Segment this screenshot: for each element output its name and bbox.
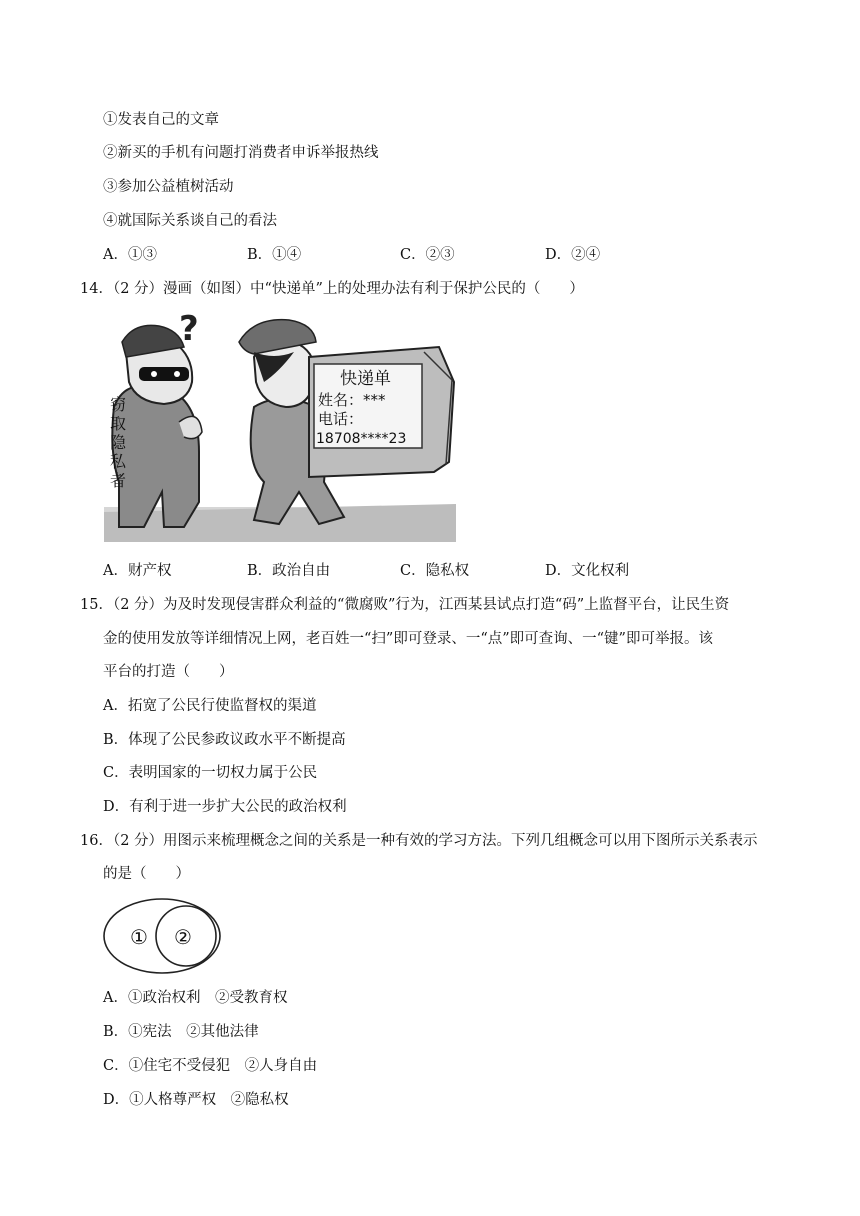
q13-item-3: ③参加公益植树活动 bbox=[103, 179, 234, 195]
slip-phone-label: 电话： bbox=[318, 410, 364, 428]
q14-option-b: B．政治自由 bbox=[247, 563, 331, 579]
slip-phone: 18708****23 bbox=[316, 431, 407, 447]
q16-option-d: D．①人格尊严权 ②隐私权 bbox=[103, 1092, 289, 1108]
q14-option-c: C．隐私权 bbox=[400, 563, 470, 579]
thief-label-5: 者 bbox=[110, 471, 127, 490]
q13-option-b: B．①④ bbox=[247, 247, 302, 263]
q14-option-a: A．财产权 bbox=[103, 563, 172, 579]
q16-stem-line-1: 16．（2 分）用图示来梳理概念之间的关系是一种有效的学习方法。下列几组概念可以用下图所示关系表示 bbox=[80, 833, 758, 849]
inner-concept-label: ② bbox=[174, 925, 192, 949]
q13-item-2: ②新买的手机有问题打消费者申诉举报热线 bbox=[103, 145, 379, 161]
thief-label-1: 窃 bbox=[110, 395, 127, 414]
concept-venn-diagram bbox=[102, 896, 224, 976]
q16-option-c: C．①住宅不受侵犯 ②人身自由 bbox=[103, 1058, 318, 1074]
q14-stem: 14．（2 分）漫画（如图）中“快递单”上的处理办法有利于保护公民的（ ） bbox=[80, 281, 584, 297]
q16-option-b: B．①宪法 ②其他法律 bbox=[103, 1024, 259, 1040]
q13-option-d: D．②④ bbox=[545, 247, 601, 263]
q13-item-4: ④就国际关系谈自己的看法 bbox=[103, 213, 277, 229]
q15-option-c: C．表明国家的一切权力属于公民 bbox=[103, 765, 318, 781]
q16-stem-line-2: 的是（ ） bbox=[103, 866, 190, 882]
q16-option-a: A．①政治权利 ②受教育权 bbox=[103, 990, 288, 1006]
slip-title: 快递单 bbox=[340, 369, 391, 389]
q13-item-1: ①发表自己的文章 bbox=[103, 112, 219, 128]
q15-stem-line-3: 平台的打造（ ） bbox=[103, 664, 234, 680]
q13-option-c: C．②③ bbox=[400, 247, 455, 263]
question-mark: ? bbox=[179, 312, 199, 349]
thief-label-3: 隐 bbox=[110, 433, 127, 452]
q15-option-d: D．有利于进一步扩大公民的政治权利 bbox=[103, 799, 347, 815]
q14-option-d: D．文化权利 bbox=[545, 563, 630, 579]
thief-label-4: 私 bbox=[110, 452, 127, 471]
q13-option-a: A．①③ bbox=[103, 247, 157, 263]
q15-option-b: B．体现了公民参政议政水平不断提高 bbox=[103, 732, 346, 748]
thief-label-2: 取 bbox=[110, 414, 127, 433]
q15-option-a: A．拓宽了公民行使监督权的渠道 bbox=[103, 698, 317, 714]
q15-stem-line-2: 金的使用发放等详细情况上网，老百姓一“扫”即可登录、一“点”即可查询、一“键”即可举报。该 bbox=[103, 631, 713, 647]
slip-name: 姓名：*** bbox=[318, 391, 386, 409]
q15-stem-line-1: 15．（2 分）为及时发现侵害群众利益的“微腐败”行为，江西某县试点打造“码”上监督平台，让民生资 bbox=[80, 597, 730, 613]
outer-concept-label: ① bbox=[130, 925, 148, 949]
privacy-cartoon bbox=[104, 312, 456, 542]
